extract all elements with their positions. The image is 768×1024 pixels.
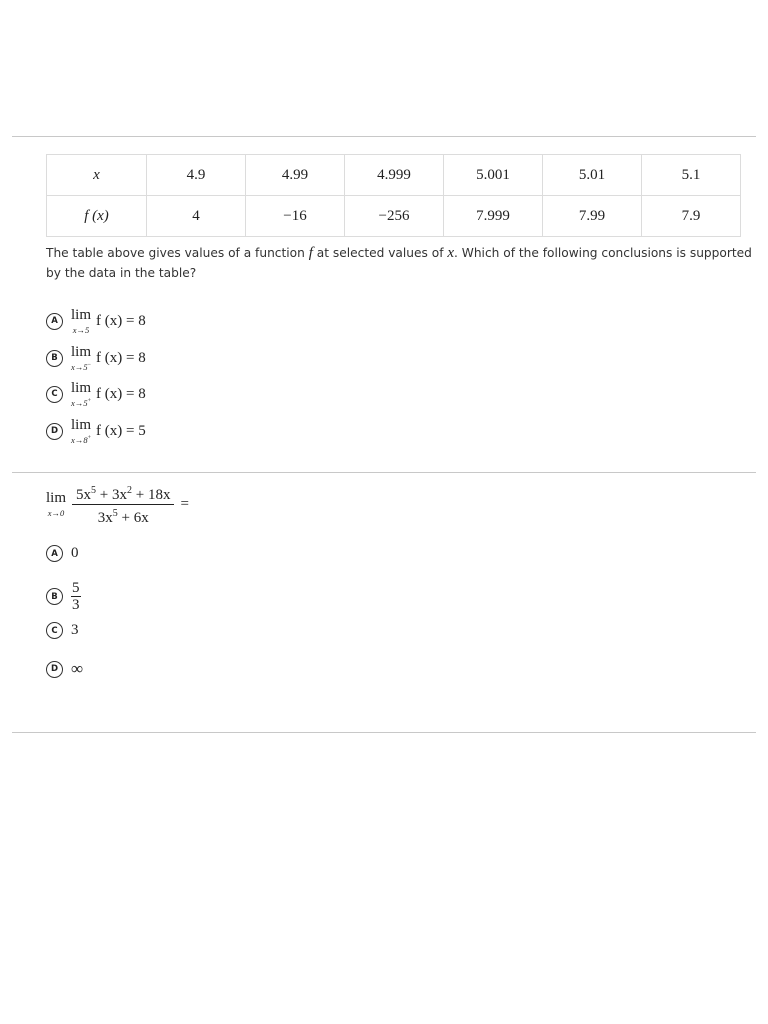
choice-value: 3 xyxy=(71,622,79,638)
table-cell: 4.999 xyxy=(345,155,444,196)
choice-bubble-c[interactable]: C xyxy=(46,622,63,639)
table-cell: 5.01 xyxy=(543,155,642,196)
choice-bubble-a[interactable]: A xyxy=(46,313,63,330)
choice-value: 0 xyxy=(71,545,79,561)
table-cell: −16 xyxy=(246,196,345,237)
question1-text: The table above gives values of a function f at selected values of x. Which of the following conclusions is supported by the data in the table? xyxy=(46,245,752,280)
table-cell: 4.9 xyxy=(147,155,246,196)
choice-bubble-b[interactable]: B xyxy=(46,350,63,367)
values-table xyxy=(46,154,741,237)
q2-choice-c[interactable] xyxy=(46,622,79,639)
choice-expression: f (x) = 5 xyxy=(96,422,146,439)
choice-fraction: $\frac{5}{3}$ xyxy=(72,580,80,613)
table-cell: 7.99 xyxy=(543,196,642,237)
divider-middle xyxy=(12,472,756,473)
table-cell: 5.1 xyxy=(642,155,741,196)
table-header-fx: f (x) xyxy=(47,196,147,237)
choice-bubble-d[interactable]: D xyxy=(46,661,63,678)
table-cell: 5.001 xyxy=(444,155,543,196)
q2-choice-a[interactable] xyxy=(46,545,79,562)
equals-sign: = xyxy=(180,496,189,512)
choice-expression: f (x) = 8 xyxy=(96,312,146,329)
choice-bubble-d[interactable]: D xyxy=(46,423,63,440)
table-cell: 7.999 xyxy=(444,196,543,237)
q1-choice-c[interactable]: C lim x→5+ f (x) = 8 xyxy=(46,381,146,407)
choice-bubble-b[interactable]: B xyxy=(46,588,63,605)
choice-bubble-c[interactable]: C xyxy=(46,386,63,403)
q1-choice-a[interactable]: A lim x→5 f (x) = 8 xyxy=(46,308,146,334)
table-cell: 4 xyxy=(147,196,246,237)
table-cell: 4.99 xyxy=(246,155,345,196)
choice-value: ∞ xyxy=(71,659,84,678)
table-cell: −256 xyxy=(345,196,444,237)
table-header-x: x xyxy=(47,155,147,196)
choice-expression: f (x) = 8 xyxy=(96,349,146,366)
q1-choice-d[interactable]: D lim x→8+ f (x) = 5 xyxy=(46,418,146,444)
choice-expression: f (x) = 8 xyxy=(96,385,146,402)
q2-choice-d[interactable] xyxy=(46,659,83,679)
q1-choice-b[interactable]: B lim x→5− f (x) = 8 xyxy=(46,345,146,371)
table-cell: 7.9 xyxy=(642,196,741,237)
divider-top xyxy=(12,136,756,137)
limit-fraction: $\frac{5x^5 + 3x^2 + 18x}{3x^5 + 6x}$ xyxy=(72,482,174,527)
divider-bottom xyxy=(12,732,756,733)
table-row-fx xyxy=(47,196,741,237)
question2-expression: lim x→0 $\frac{5x^5 + 3x^2 + 18x}{3x^5 + 6x}$ = xyxy=(46,482,189,527)
choice-bubble-a[interactable]: A xyxy=(46,545,63,562)
q2-choice-b[interactable] xyxy=(46,580,81,613)
table-row-x xyxy=(47,155,741,196)
